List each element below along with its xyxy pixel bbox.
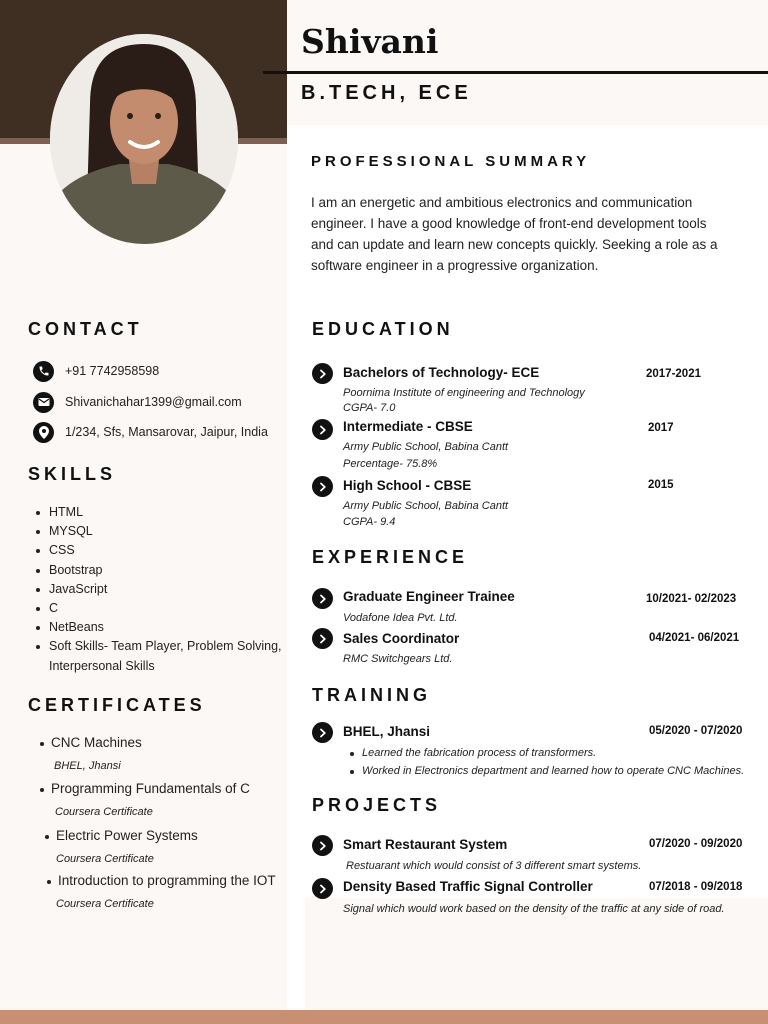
skills-list <box>49 503 289 676</box>
experience-date: 10/2021- 02/2023 <box>646 593 737 605</box>
education-score: Percentage- 75.8% <box>343 458 438 470</box>
candidate-name: Shivani <box>301 22 439 61</box>
skill-item: C <box>49 599 289 618</box>
experience-title: Sales Coordinator <box>343 631 460 646</box>
education-institution: Poornima Institute of engineering and Technology <box>343 387 585 399</box>
chevron-right-icon <box>312 628 333 649</box>
project-description: Restuarant which would consist of 3 different smart systems. <box>346 860 642 872</box>
certificate-issuer: Coursera Certificate <box>55 806 153 818</box>
project-title: Density Based Traffic Signal Controller <box>343 879 593 894</box>
name-divider <box>263 71 768 74</box>
chevron-right-icon <box>312 722 333 743</box>
experience-date: 04/2021- 06/2021 <box>649 632 740 644</box>
title-panel <box>287 0 768 125</box>
chevron-right-icon <box>312 835 333 856</box>
profile-photo <box>50 34 238 244</box>
certificate-issuer: Coursera Certificate <box>56 853 154 865</box>
skill-item: Bootstrap <box>49 561 289 580</box>
phone-text: +91 7742958598 <box>65 364 160 378</box>
chevron-right-icon <box>312 363 333 384</box>
chevron-right-icon <box>312 419 333 440</box>
training-point: Worked in Electronics department and learned how to operate CNC Machines. <box>362 763 744 781</box>
phone-icon <box>33 361 54 382</box>
skill-item: CSS <box>49 541 289 560</box>
experience-company: RMC Switchgears Ltd. <box>343 653 453 665</box>
skill-item: Soft Skills- Team Player, Problem Solving, Interpersonal Skills <box>49 637 289 675</box>
summary-heading: PROFESSIONAL SUMMARY <box>311 153 591 170</box>
training-points <box>362 745 744 780</box>
education-heading: EDUCATION <box>312 319 454 339</box>
contact-phone <box>33 360 159 382</box>
skill-item: NetBeans <box>49 618 289 637</box>
project-title: Smart Restaurant System <box>343 837 508 852</box>
experience-heading: EXPERIENCE <box>312 547 469 567</box>
training-date: 05/2020 - 07/2020 <box>649 725 743 737</box>
skill-item: HTML <box>49 503 289 522</box>
education-score: CGPA- 7.0 <box>343 402 396 414</box>
education-institution: Army Public School, Babina Cantt <box>343 500 509 512</box>
certificate-issuer: BHEL, Jhansi <box>54 760 121 772</box>
contact-address <box>33 421 268 443</box>
skill-item: MYSQL <box>49 522 289 541</box>
project-date: 07/2020 - 09/2020 <box>649 838 743 850</box>
project-description: Signal which would work based on the density of the traffic at any side of road. <box>343 903 725 915</box>
contact-email <box>33 391 242 413</box>
chevron-right-icon <box>312 588 333 609</box>
chevron-right-icon <box>312 878 333 899</box>
training-point: Learned the fabrication process of transformers. <box>362 745 744 763</box>
project-date: 07/2018 - 09/2018 <box>649 881 743 893</box>
address-text: 1/234, Sfs, Mansarovar, Jaipur, India <box>65 425 268 439</box>
certificate-name: Electric Power Systems <box>56 828 198 843</box>
education-title: High School - CBSE <box>343 478 472 493</box>
bottom-band <box>0 1010 768 1024</box>
email-text[interactable]: Shivanichahar1399@gmail.com <box>65 395 242 409</box>
certificate-name: Programming Fundamentals of C <box>51 781 250 796</box>
summary-text: I am an energetic and ambitious electronics and communication engineer. I have a good knowledge of front-end development tools and can update and learn new concepts quickly. Seeking a role as a software engineer in a progressive organization. <box>311 195 718 273</box>
email-icon <box>33 392 54 413</box>
skill-item: JavaScript <box>49 580 289 599</box>
skills-heading: SKILLS <box>28 464 117 484</box>
experience-title: Graduate Engineer Trainee <box>343 589 515 604</box>
location-pin-icon <box>33 422 54 443</box>
certificates-heading: CERTIFICATES <box>28 695 206 715</box>
projects-heading: PROJECTS <box>312 795 442 815</box>
education-title: Bachelors of Technology- ECE <box>343 365 540 380</box>
training-heading: TRAINING <box>312 685 431 705</box>
certificate-name: Introduction to programming the IOT <box>58 873 276 888</box>
certificate-name: CNC Machines <box>51 735 142 750</box>
education-date: 2015 <box>648 479 674 491</box>
training-title: BHEL, Jhansi <box>343 724 431 739</box>
education-score: CGPA- 9.4 <box>343 516 396 528</box>
education-title: Intermediate - CBSE <box>343 419 473 434</box>
education-date: 2017 <box>648 422 674 434</box>
contact-heading: CONTACT <box>28 319 143 339</box>
certificate-issuer: Coursera Certificate <box>56 898 154 910</box>
profile-photo-illustration <box>50 34 238 244</box>
chevron-right-icon <box>312 476 333 497</box>
candidate-degree: B.TECH, ECE <box>301 82 472 104</box>
education-date: 2017-2021 <box>646 368 701 380</box>
experience-company: Vodafone Idea Pvt. Ltd. <box>343 612 458 624</box>
education-institution: Army Public School, Babina Cantt <box>343 441 509 453</box>
